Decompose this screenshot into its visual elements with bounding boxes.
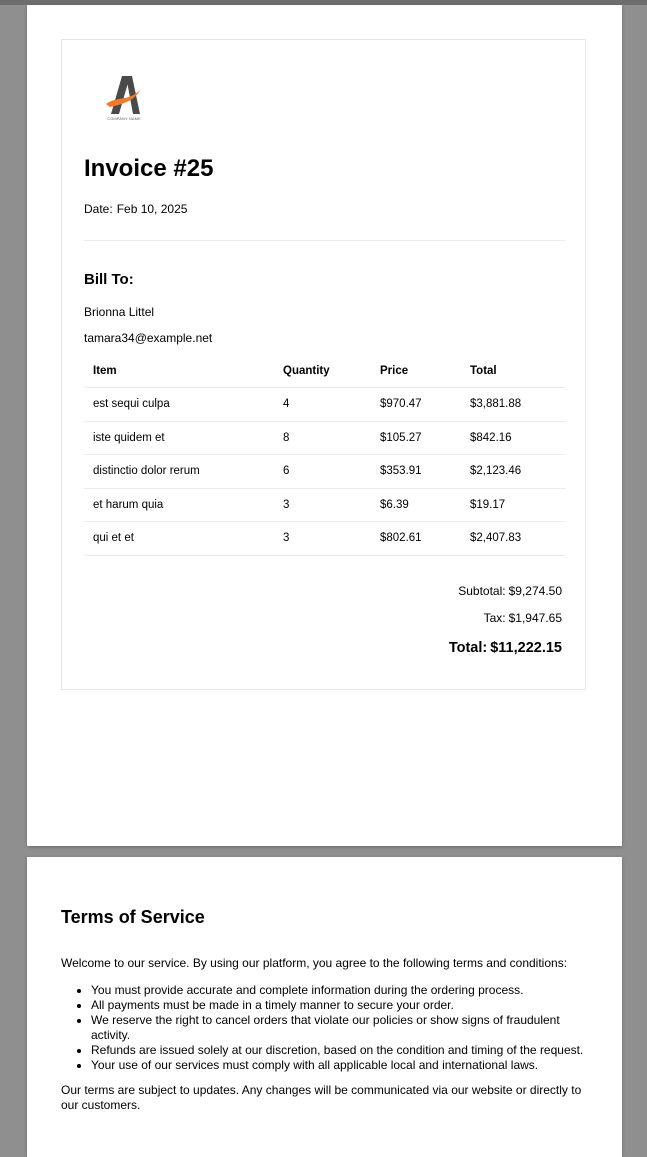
- date-label: Date:: [84, 202, 113, 216]
- invoice-card: [61, 39, 586, 690]
- subtotal-value: $9,274.50: [508, 584, 562, 598]
- table-row: [84, 522, 566, 556]
- cell-quantity: 6: [274, 455, 371, 489]
- grand-total-label: Total:: [448, 640, 488, 656]
- cell-price: $802.61: [371, 522, 461, 556]
- tax-label: Tax:: [483, 611, 506, 625]
- grand-total-line: [449, 638, 562, 658]
- column-header-item: Item: [84, 355, 274, 388]
- cell-quantity: 3: [274, 522, 371, 556]
- cell-price: $353.91: [371, 455, 461, 489]
- column-header-total: Total: [461, 355, 566, 388]
- terms-title: Terms of Service: [61, 907, 205, 927]
- table-row: [84, 455, 566, 489]
- terms-list-item: • All payments must be made in a timely manner to secure your order.: [91, 998, 591, 1013]
- terms-intro: Welcome to our service. By using our platform, you agree to the following terms and conditions:: [61, 956, 568, 970]
- tax-value: $1,947.65: [508, 611, 562, 625]
- cell-item: est sequi culpa: [84, 388, 274, 422]
- table-header-row: [84, 355, 566, 388]
- terms-page: [27, 857, 622, 1157]
- cell-price: $6.39: [371, 488, 461, 522]
- table-row: [84, 388, 566, 422]
- column-header-price: Price: [371, 355, 461, 388]
- cell-total: $2,123.46: [461, 455, 566, 489]
- terms-list-item: • We reserve the right to cancel orders that violate our policies or show signs of fraudulent activity.: [91, 1013, 591, 1043]
- cell-total: $2,407.83: [461, 522, 566, 556]
- cell-item: et harum quia: [84, 488, 274, 522]
- letter-a-logo-icon: [102, 74, 146, 116]
- invoice-date: [84, 201, 187, 217]
- invoice-items-table: [84, 355, 566, 556]
- cell-total: $19.17: [461, 488, 566, 522]
- cell-item: distinctio dolor rerum: [84, 455, 274, 489]
- cell-item: qui et et: [84, 522, 274, 556]
- cell-quantity: 8: [274, 421, 371, 455]
- bill-to-heading: Bill To:: [84, 271, 134, 288]
- cell-price: $970.47: [371, 388, 461, 422]
- cell-total: $842.16: [461, 421, 566, 455]
- customer-name: Brionna Littel: [84, 305, 155, 319]
- invoice-page: [27, 5, 622, 846]
- column-header-quantity: Quantity: [274, 355, 371, 388]
- terms-list: [61, 983, 591, 1073]
- invoice-title: Invoice #25: [84, 155, 214, 182]
- subtotal-label: Subtotal:: [458, 584, 506, 598]
- cell-item: iste quidem et: [84, 421, 274, 455]
- customer-email: tamara34@example.net: [84, 331, 213, 345]
- grand-total-value: $11,222.15: [490, 640, 562, 656]
- logo-caption: COMPANY NAME: [107, 116, 141, 121]
- terms-list-item: • Refunds are issued solely at our discretion, based on the condition and timing of the request.: [91, 1043, 591, 1058]
- date-value: Feb 10, 2025: [116, 202, 188, 216]
- table-row: [84, 421, 566, 455]
- cell-quantity: 3: [274, 488, 371, 522]
- subtotal-line: [458, 583, 562, 599]
- tax-line: [484, 610, 562, 626]
- company-logo: [102, 74, 146, 126]
- cell-price: $105.27: [371, 421, 461, 455]
- terms-list-item: • Your use of our services must comply with all applicable local and international laws.: [91, 1058, 591, 1073]
- section-divider: [84, 240, 565, 241]
- terms-list-item: • You must provide accurate and complete information during the ordering process.: [91, 983, 591, 998]
- cell-total: $3,881.88: [461, 388, 566, 422]
- terms-outro: Our terms are subject to updates. Any changes will be communicated via our website or directly to our customers.: [61, 1083, 582, 1112]
- table-row: [84, 488, 566, 522]
- cell-quantity: 4: [274, 388, 371, 422]
